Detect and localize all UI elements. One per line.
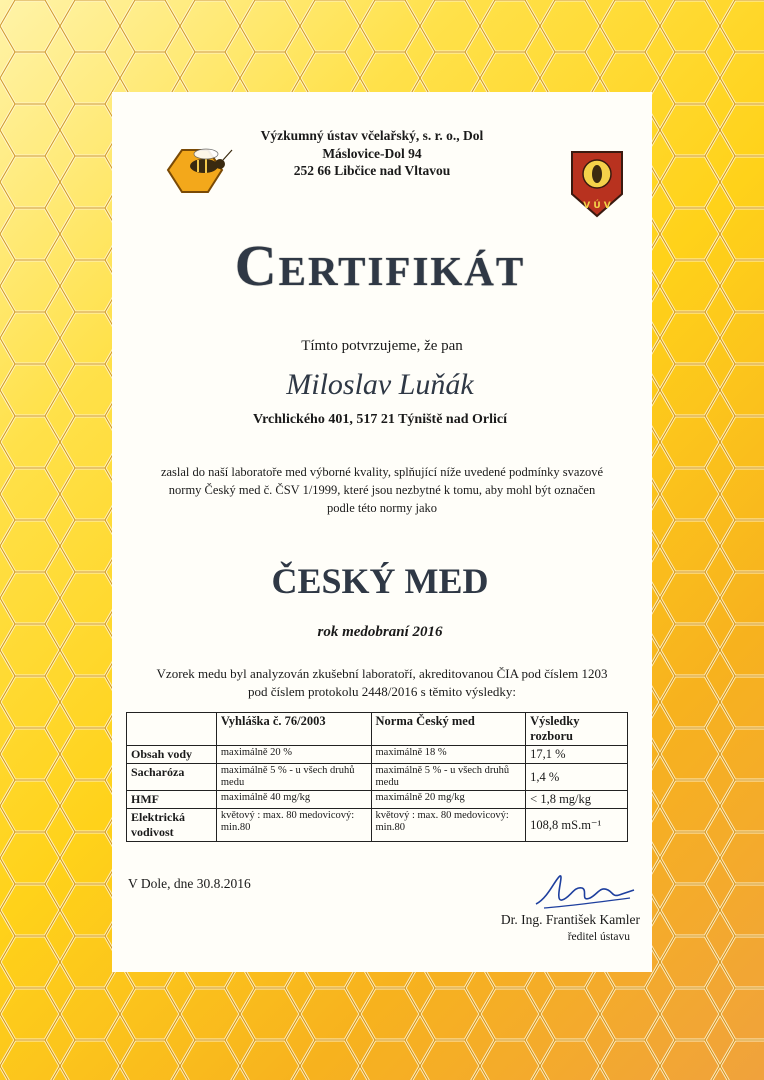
- analysis-line: Vzorek medu byl analyzován zkušební laboratoří, akreditovanou ČIA pod číslem 1203: [156, 666, 608, 681]
- table-header-row: [127, 713, 628, 746]
- analysis-text: [120, 665, 644, 701]
- result-cell: < 1,8 mg/kg: [526, 791, 628, 809]
- institute-address: [200, 127, 544, 180]
- param-cell: Obsah vody: [127, 746, 217, 764]
- body-line: zaslal do naší laboratoře med výborné kvality, splňující níže uvedené podmínky svazové: [160, 465, 604, 479]
- param-cell: Elektrická vodivost: [127, 809, 217, 842]
- recipient-name: Miloslav Luňák: [286, 368, 474, 401]
- decree-cell: maximálně 5 % - u všech druhů medu: [216, 764, 371, 791]
- seal-letters: V Ú V: [583, 201, 611, 211]
- issue-date: V Dole, dne 30.8.2016: [128, 876, 251, 891]
- body-line: podle této normy jako: [326, 501, 438, 515]
- body-line: normy Český med č. ČSV 1/1999, které jsou nezbytné k tomu, aby mohl být označen: [168, 483, 596, 497]
- table-header: Norma Český med: [371, 713, 526, 746]
- recipient-address: Vrchlického 401, 517 21 Týniště nad Orlicí: [253, 412, 507, 427]
- signature-icon: [530, 868, 640, 914]
- signer-role: ředitel ústavu: [567, 931, 630, 943]
- table-header: Vyhláška č. 76/2003: [216, 713, 371, 746]
- param-cell: HMF: [127, 791, 217, 809]
- analysis-line: pod číslem protokolu 2448/2016 s těmito výsledky:: [248, 684, 516, 699]
- table-header: [127, 713, 217, 746]
- harvest-year: rok medobraní 2016: [317, 624, 443, 640]
- table-row: [127, 746, 628, 764]
- result-cell: 17,1 %: [526, 746, 628, 764]
- table-row: [127, 809, 628, 842]
- table-row: [127, 791, 628, 809]
- norm-cell: maximálně 5 % - u všech druhů medu: [371, 764, 526, 791]
- results-table: [126, 712, 628, 842]
- certificate-title: Certifikát: [234, 233, 526, 298]
- decree-cell: maximálně 40 mg/kg: [216, 791, 371, 809]
- institute-seal-icon: [562, 144, 632, 220]
- decree-cell: maximálně 20 %: [216, 746, 371, 764]
- norm-cell: maximálně 20 mg/kg: [371, 791, 526, 809]
- table-row: [127, 764, 628, 791]
- result-cell: 108,8 mS.m⁻¹: [526, 809, 628, 842]
- intro-text: Tímto potvrzujeme, že pan: [301, 338, 463, 354]
- table-header: Výsledky rozboru: [526, 713, 628, 746]
- norm-cell: květový : max. 80 medovicový: min.80: [371, 809, 526, 842]
- norm-cell: maximálně 18 %: [371, 746, 526, 764]
- result-cell: 1,4 %: [526, 764, 628, 791]
- institute-street: Máslovice-Dol 94: [322, 145, 422, 161]
- signer-name: Dr. Ing. František Kamler: [500, 912, 640, 927]
- institute-name: Výzkumný ústav včelařský, s. r. o., Dol: [260, 128, 484, 143]
- decree-cell: květový : max. 80 medovicový: min.80: [216, 809, 371, 842]
- institute-city: 252 66 Libčice nad Vltavou: [293, 163, 451, 178]
- param-cell: Sacharóza: [127, 764, 217, 791]
- certificate-body: [124, 463, 640, 517]
- product-name: ČESKÝ MED: [271, 561, 489, 601]
